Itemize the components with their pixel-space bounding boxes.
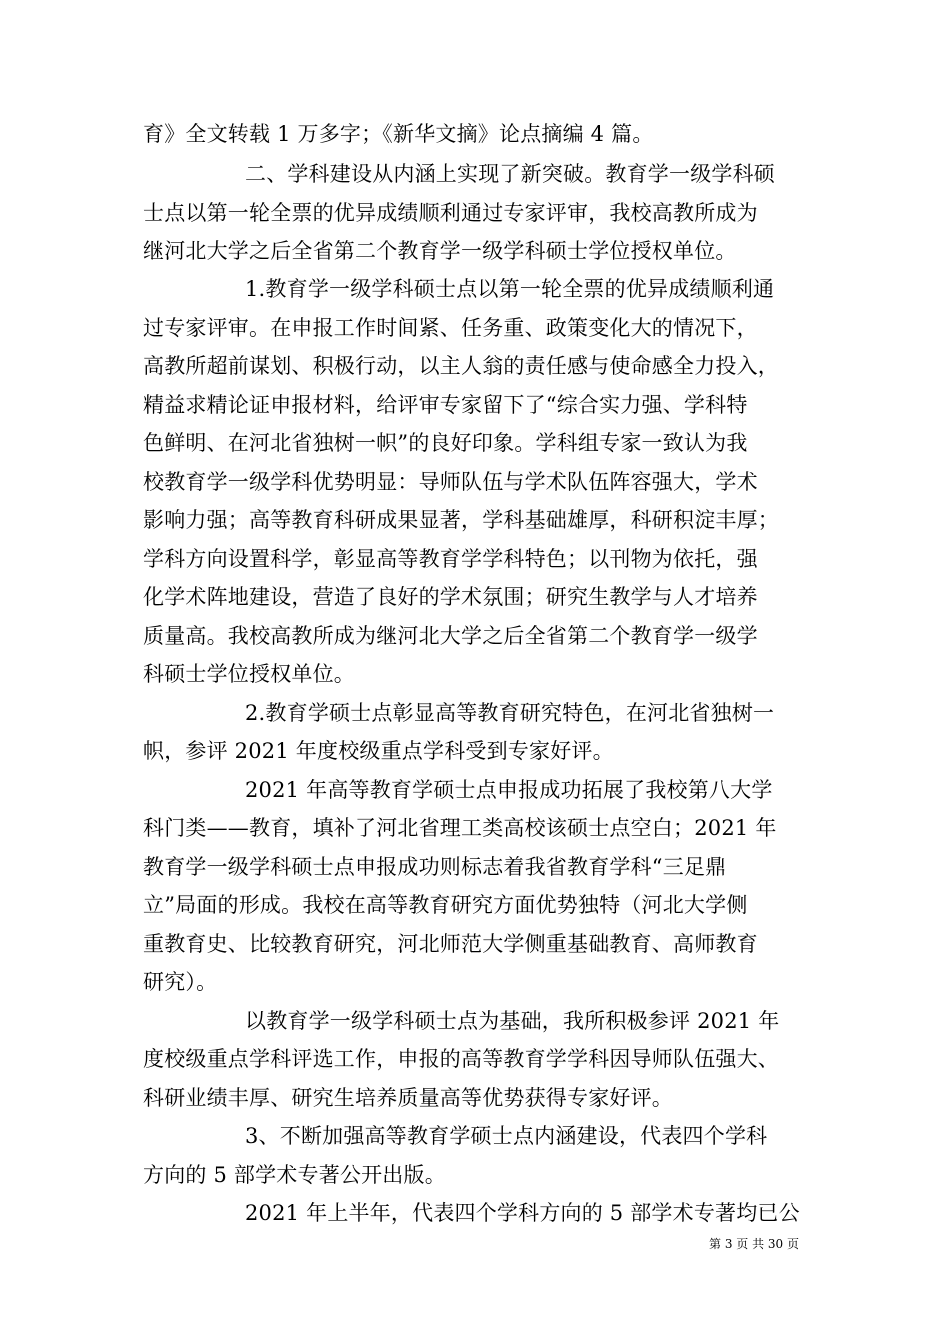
text-line: 学科方向设置科学，彰显高等教育学学科特色；以刊物为依托，强 bbox=[143, 547, 758, 571]
text-line: 校教育学一级学科优势明显：导师队伍与学术队伍阵容强大，学术 bbox=[143, 470, 758, 494]
text-line: 帜，参评 2021 年度校级重点学科受到专家好评。 bbox=[143, 739, 614, 763]
subsection-heading: 2.教育学硕士点彰显高等教育研究特色，在河北省独树一 bbox=[245, 701, 775, 725]
text-line: 方向的 5 部学术专著公开出版。 bbox=[143, 1163, 446, 1187]
text-line: 质量高。我校高教所成为继河北大学之后全省第二个教育学一级学 bbox=[143, 624, 758, 648]
subsection-heading: 3、不断加强高等教育学硕士点内涵建设，代表四个学科 bbox=[245, 1124, 768, 1148]
text-line: 过专家评审。在申报工作时间紧、任务重、政策变化大的情况下， bbox=[143, 316, 758, 340]
text-line: 影响力强；高等教育科研成果显著，学科基础雄厚，科研积淀丰厚； bbox=[143, 508, 779, 532]
text-line: 以教育学一级学科硕士点为基础，我所积极参评 2021 年 bbox=[245, 1009, 780, 1033]
text-line: 继河北大学之后全省第二个教育学一级学科硕士学位授权单位。 bbox=[143, 239, 737, 263]
subsection-heading: 1.教育学一级学科硕士点以第一轮全票的优异成绩顺利通 bbox=[245, 277, 775, 301]
text-line: 化学术阵地建设，营造了良好的学术氛围；研究生教学与人才培养 bbox=[143, 585, 758, 609]
text-line: 士点以第一轮全票的优异成绩顺利通过专家评审，我校高教所成为 bbox=[143, 201, 758, 225]
text-line: 色鲜明、在河北省独树一帜”的良好印象。学科组专家一致认为我 bbox=[143, 431, 748, 455]
text-line: 研究）。 bbox=[143, 970, 218, 994]
text-line: 度校级重点学科评选工作，申报的高等教育学学科因导师队伍强大、 bbox=[143, 1047, 779, 1071]
text-line: 高教所超前谋划、积极行动，以主人翁的责任感与使命感全力投入， bbox=[143, 354, 779, 378]
text-line: 2021 年上半年，代表四个学科方向的 5 部学术专著均已公 bbox=[245, 1201, 800, 1225]
text-line: 科门类——教育，填补了河北省理工类高校该硕士点空白；2021 年 bbox=[143, 816, 777, 840]
text-line: 科硕士学位授权单位。 bbox=[143, 662, 355, 686]
page-number: 第 3 页 共 30 页 bbox=[709, 1237, 799, 1251]
text-line: 立”局面的形成。我校在高等教育研究方面优势独特（河北大学侧 bbox=[143, 893, 748, 917]
text-line: 科研业绩丰厚、研究生培养质量高等优势获得专家好评。 bbox=[143, 1086, 673, 1110]
section-heading: 二、学科建设从内涵上实现了新突破。教育学一级学科硕 bbox=[245, 162, 775, 186]
text-line: 育》全文转载 1 万多字；《新华文摘》论点摘编 4 篇。 bbox=[143, 122, 654, 146]
text-line: 教育学一级学科硕士点申报成功则标志着我省教育学科“三足鼎 bbox=[143, 855, 727, 879]
text-line: 2021 年高等教育学硕士点申报成功拓展了我校第八大学 bbox=[245, 778, 773, 802]
text-line: 精益求精论证申报材料，给评审专家留下了“综合实力强、学科特 bbox=[143, 393, 748, 417]
text-line: 重教育史、比较教育研究，河北师范大学侧重基础教育、高师教育 bbox=[143, 932, 758, 956]
